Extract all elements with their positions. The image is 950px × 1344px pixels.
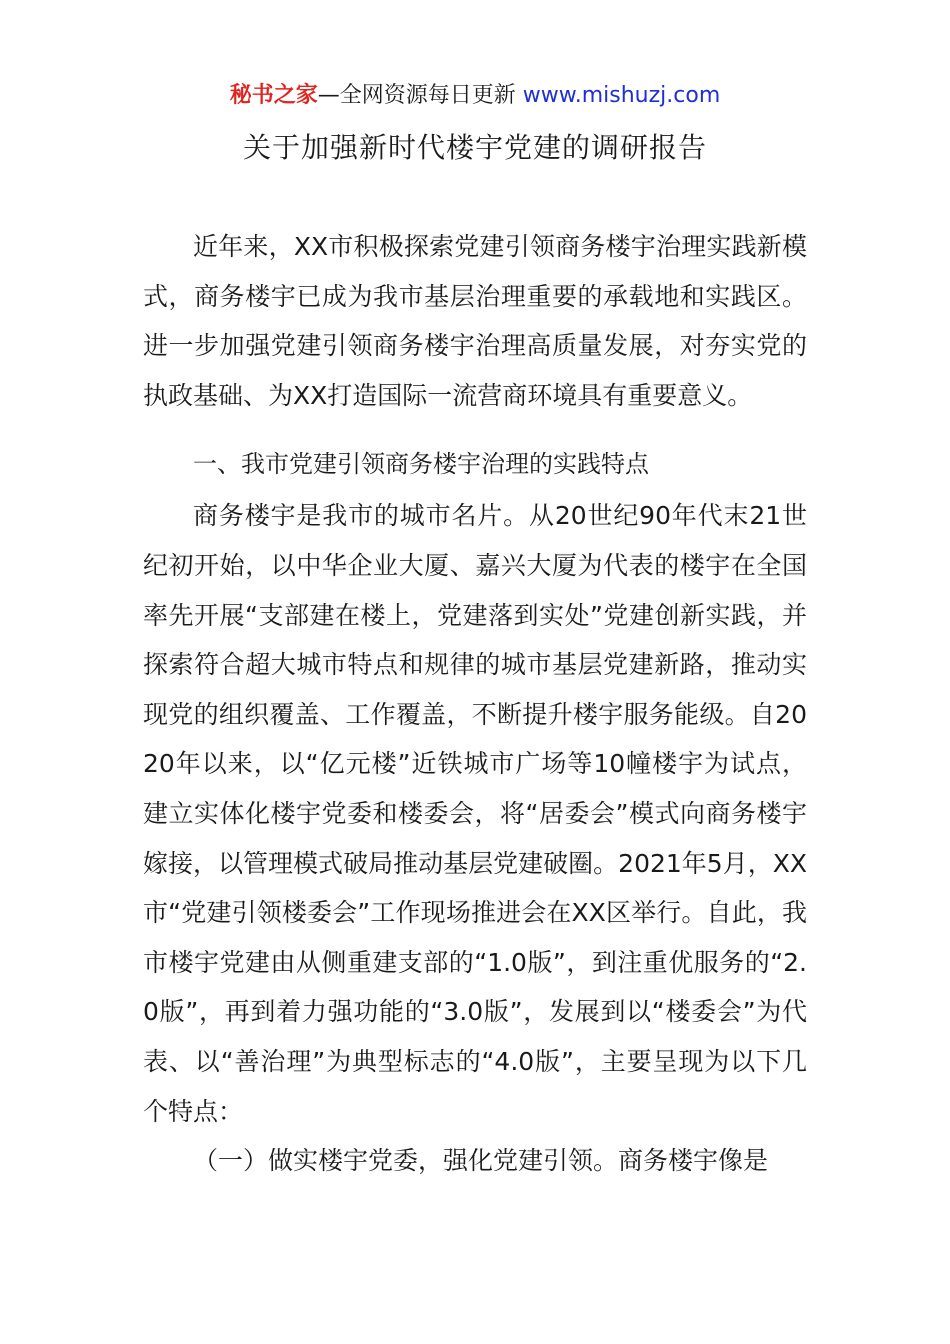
document-body xyxy=(143,222,807,1186)
subsection-paragraph: （一）做实楼宇党委，强化党建引领。商务楼宇像是 xyxy=(193,1146,769,1176)
section-heading: 一、我市党建引领商务楼宇治理的实践特点 xyxy=(193,450,649,479)
site-url-link[interactable]: www.mishuzj.com xyxy=(522,83,721,108)
paragraph-intro: 近年来，XX市积极探索党建引领商务楼宇治理实践新模式，商务楼宇已成为我市基层治理重要的承载地和实践区。进一步加强党建引领商务楼宇治理高质量发展，对夯实党的执政基础、为XX打造国际一流营商环境具有重要意义。 xyxy=(143,232,807,410)
site-header xyxy=(0,80,950,112)
brand-name: 秘书之家 xyxy=(229,83,318,108)
document-title: 关于加强新时代楼宇党建的调研报告 xyxy=(242,131,707,164)
header-tagline: —全网资源每日更新 xyxy=(317,83,516,108)
paragraph-body: 商务楼宇是我市的城市名片。从20世纪90年代末21世纪初开始，以中华企业大厦、嘉兴大厦为代表的楼宇在全国率先开展“支部建在楼上，党建落到实处”党建创新实践，并探索符合超大城市特点和规律的城市基层党建新路，推动实现党的组织覆盖、工作覆盖，不断提升楼宇服务能级。自2020年以来，以“亿元楼”近铁城市广场等10幢楼宇为试点，建立实体化楼宇党委和楼委会，将“居委会”模式向商务楼宇嫁接，以管理模式破局推动基层党建破圈。2021年5月，XX市“党建引领楼委会”工作现场推进会在XX区举行。自此，我市楼宇党建由从侧重建支部的“1.0版”，到注重优服务的“2.0版”，再到着力强功能的“3.0版”，发展到以“楼委会”为代表、以“善治理”为典型标志的“4.0版”，主要呈现为以下几个特点： xyxy=(143,501,807,1126)
